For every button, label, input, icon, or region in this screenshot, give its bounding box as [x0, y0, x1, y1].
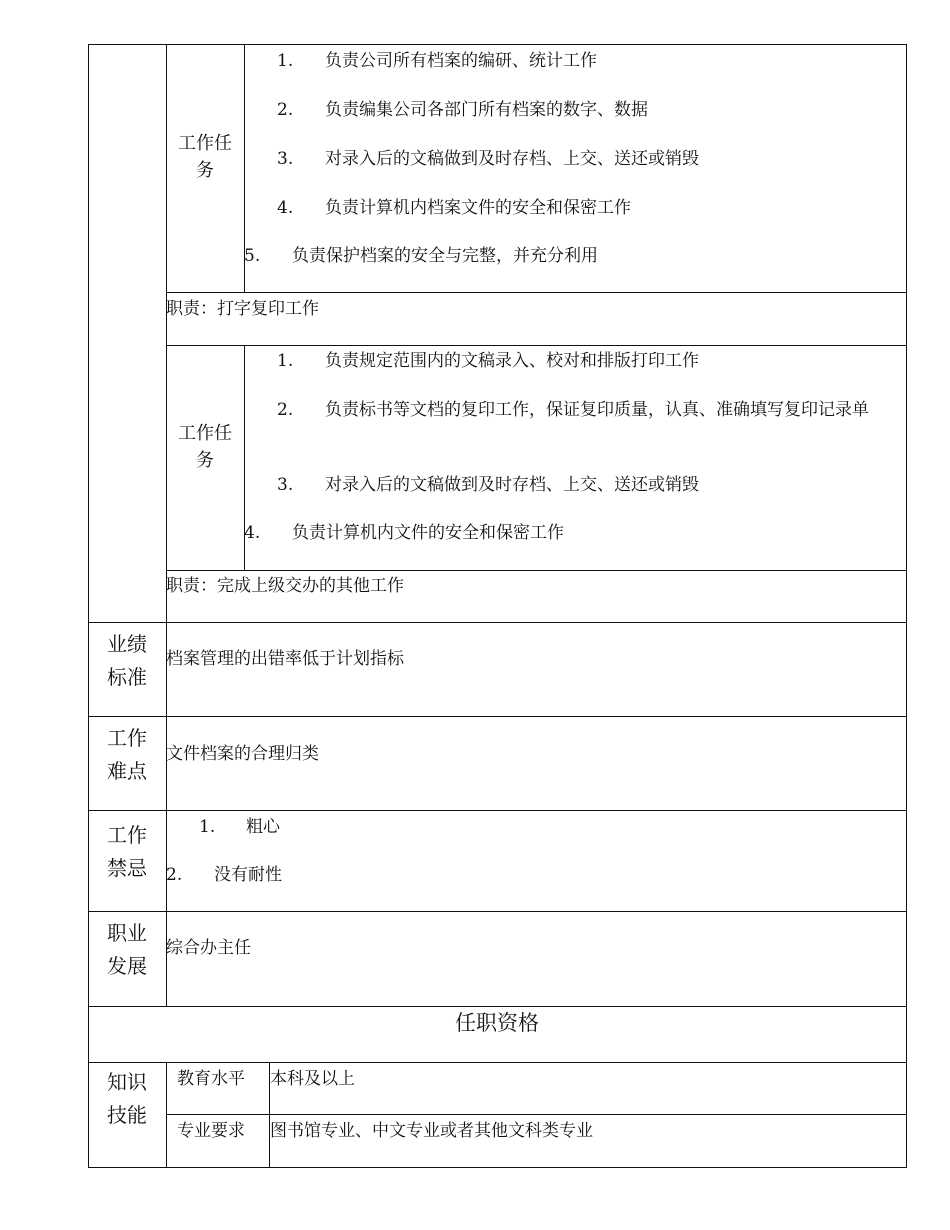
major-value: 图书馆专业、中文专业或者其他文科类专业 [270, 1121, 593, 1141]
duty-other-tasks: 职责：完成上级交办的其他工作 [166, 576, 404, 596]
task1-item2-num: 2. [277, 100, 294, 120]
task2-item2-num: 2. [277, 400, 294, 420]
task1-item4-text: 负责计算机内档案文件的安全和保密工作 [325, 198, 631, 218]
task1-item2-text: 负责编集公司各部门所有档案的数字、数据 [325, 100, 648, 120]
performance-text: 档案管理的出错率低于计划指标 [166, 649, 404, 669]
education-label: 教育水平 [177, 1069, 245, 1089]
career-label: 职业发展 [107, 921, 147, 978]
duty-typing-copying: 职责：打字复印工作 [166, 299, 319, 319]
task1-item4-num: 4. [277, 198, 294, 218]
taboo-item2-num: 2. [166, 865, 183, 885]
row-divider [88, 622, 907, 623]
taboo-label: 工作禁忌 [107, 823, 147, 880]
task-label-2: 工作任务 [178, 423, 232, 471]
education-value: 本科及以上 [270, 1069, 355, 1089]
qualification-title: 任职资格 [455, 1011, 539, 1035]
task2-item1-text: 负责规定范围内的文稿录入、校对和排版打印工作 [325, 351, 699, 371]
task1-item5-num: 5. [244, 246, 261, 266]
taboo-item1-text: 粗心 [246, 817, 280, 837]
major-label: 专业要求 [177, 1121, 245, 1141]
row-divider [88, 810, 907, 811]
col-divider-main-lower [166, 1062, 167, 1168]
task1-item3-num: 3. [277, 149, 294, 169]
task2-item3-text: 对录入后的文稿做到及时存档、上交、送还或销毁 [325, 475, 699, 495]
task1-item3-text: 对录入后的文稿做到及时存档、上交、送还或销毁 [325, 149, 699, 169]
task1-item1-text: 负责公司所有档案的编研、统计工作 [325, 51, 597, 71]
task2-item4-num: 4. [244, 523, 261, 543]
task1-item1-num: 1. [277, 51, 294, 71]
row-divider [88, 1062, 907, 1063]
task-label-1: 工作任务 [178, 133, 232, 181]
task2-item2 [277, 397, 892, 423]
task2-item2-text: 负责标书等文档的复印工作，保证复印质量，认真、准确填写复印记录单 [325, 400, 869, 420]
difficulty-text: 文件档案的合理归类 [166, 744, 319, 764]
row-divider [88, 911, 907, 912]
task2-item3-num: 3. [277, 475, 294, 495]
task1-item5-text: 负责保护档案的安全与完整，并充分利用 [292, 246, 598, 266]
row-divider [88, 1006, 907, 1007]
row-divider [166, 292, 907, 293]
row-divider [166, 570, 907, 571]
row-divider [166, 1114, 907, 1115]
performance-label: 业绩标准 [107, 632, 147, 689]
row-divider [88, 716, 907, 717]
knowledge-label: 知识技能 [107, 1070, 147, 1127]
row-divider [166, 345, 907, 346]
task2-item4-text: 负责计算机内文件的安全和保密工作 [292, 523, 564, 543]
difficulty-label: 工作难点 [107, 726, 147, 783]
taboo-item2-text: 没有耐性 [214, 865, 282, 885]
taboo-item1-num: 1. [199, 817, 216, 837]
task2-item1-num: 1. [277, 351, 294, 371]
career-text: 综合办主任 [166, 938, 251, 958]
